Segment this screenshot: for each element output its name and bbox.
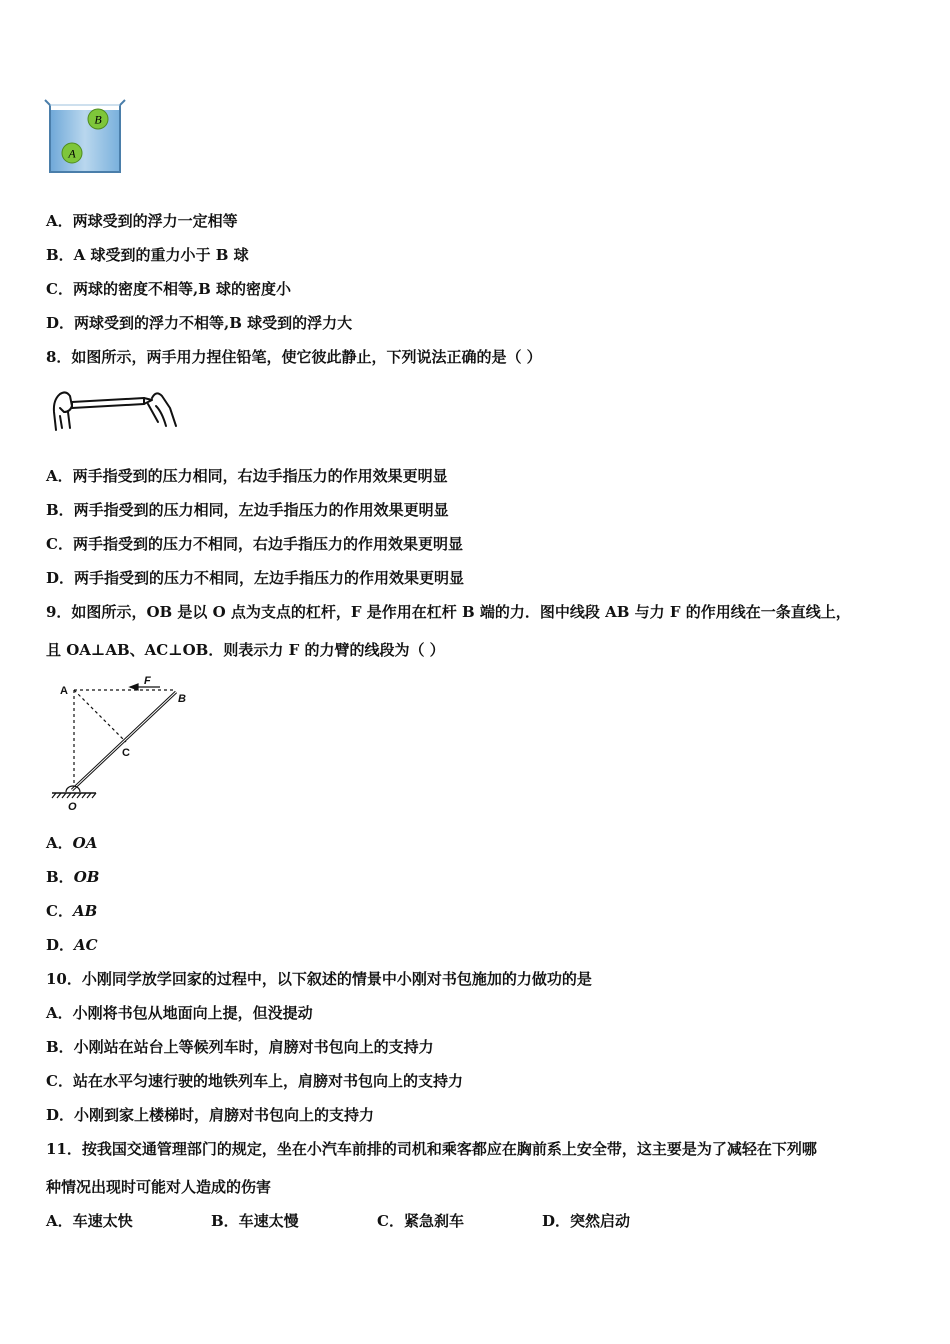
q11-stem-line1: 11．按我国交通管理部门的规定，坐在小汽车前排的司机和乘客都应在胸前系上安全带，这主要是为了减轻在下列哪 <box>46 1140 817 1158</box>
q10-option-d: D．小刚到家上楼梯时，肩膀对书包向上的支持力 <box>46 1106 375 1124</box>
q7-option-c: C．两球的密度不相等,B 球的密度小 <box>46 280 292 298</box>
q8-option-c: C．两手指受到的压力不相同，右边手指压力的作用效果更明显 <box>46 535 463 553</box>
q8-option-b: B．两手指受到的压力相同，左边手指压力的作用效果更明显 <box>46 501 449 519</box>
q10-stem: 10．小刚同学放学回家的过程中，以下叙述的情景中小刚对书包施加的力做功的是 <box>46 970 592 988</box>
q11-stem-line2: 种情况出现时可能对人造成的伤害 <box>46 1178 272 1196</box>
right-hand <box>148 393 176 426</box>
q9-option-d: D．AC <box>46 936 98 954</box>
q7-option-a: A．两球受到的浮力一定相等 <box>46 212 238 230</box>
beaker-water <box>50 110 120 172</box>
q11-option-b: B．车速太慢 <box>211 1212 299 1230</box>
q7-option-d: D．两球受到的浮力不相等,B 球受到的浮力大 <box>46 314 353 332</box>
q11-option-c: C．紧急刹车 <box>377 1212 464 1230</box>
q9-option-a: A．OA <box>46 834 98 852</box>
segment-ac <box>74 690 126 742</box>
q11-option-a: A．车速太快 <box>46 1212 133 1230</box>
lever-ob-inner <box>72 692 176 790</box>
ball-a-label: A <box>68 146 76 161</box>
q11-options <box>46 1210 746 1230</box>
q8-option-a: A．两手指受到的压力相同，右边手指压力的作用效果更明显 <box>46 467 448 485</box>
q9-stem-line2: 且 OA⊥AB、AC⊥OB．则表示力 F 的力臂的线段为（ ） <box>46 641 445 659</box>
q11-option-d: D．突然启动 <box>542 1212 631 1230</box>
force-f-label: F <box>144 675 151 687</box>
q9-stem-line1: 9．如图所示，OB 是以 O 点为支点的杠杆，F 是作用在杠杆 B 端的力．图中线段 AB 与力 F 的作用线在一条直线上， <box>46 603 851 621</box>
q9-option-c: C．AB <box>46 902 98 920</box>
point-c-label: C <box>122 747 130 759</box>
q9-option-b: B．OB <box>46 868 100 886</box>
beaker-figure <box>42 96 128 180</box>
point-o-label: O <box>68 801 77 813</box>
pencil-hands-figure <box>48 382 180 434</box>
ball-b-label: B <box>94 112 102 127</box>
q8-option-d: D．两手指受到的压力不相同，左边手指压力的作用效果更明显 <box>46 569 465 587</box>
q10-option-a: A．小刚将书包从地面向上提，但没提动 <box>46 1004 313 1022</box>
q7-option-b: B．A 球受到的重力小于 B 球 <box>46 246 249 264</box>
point-a-label: A <box>60 685 68 697</box>
point-b-label: B <box>178 693 186 705</box>
q10-option-c: C．站在水平匀速行驶的地铁列车上，肩膀对书包向上的支持力 <box>46 1072 463 1090</box>
left-hand <box>54 392 72 430</box>
lever-figure <box>48 672 198 814</box>
pencil <box>72 398 152 408</box>
q10-option-b: B．小刚站在站台上等候列车时，肩膀对书包向上的支持力 <box>46 1038 434 1056</box>
q8-stem: 8．如图所示，两手用力捏住铅笔，使它彼此静止，下列说法正确的是（ ） <box>46 348 542 366</box>
